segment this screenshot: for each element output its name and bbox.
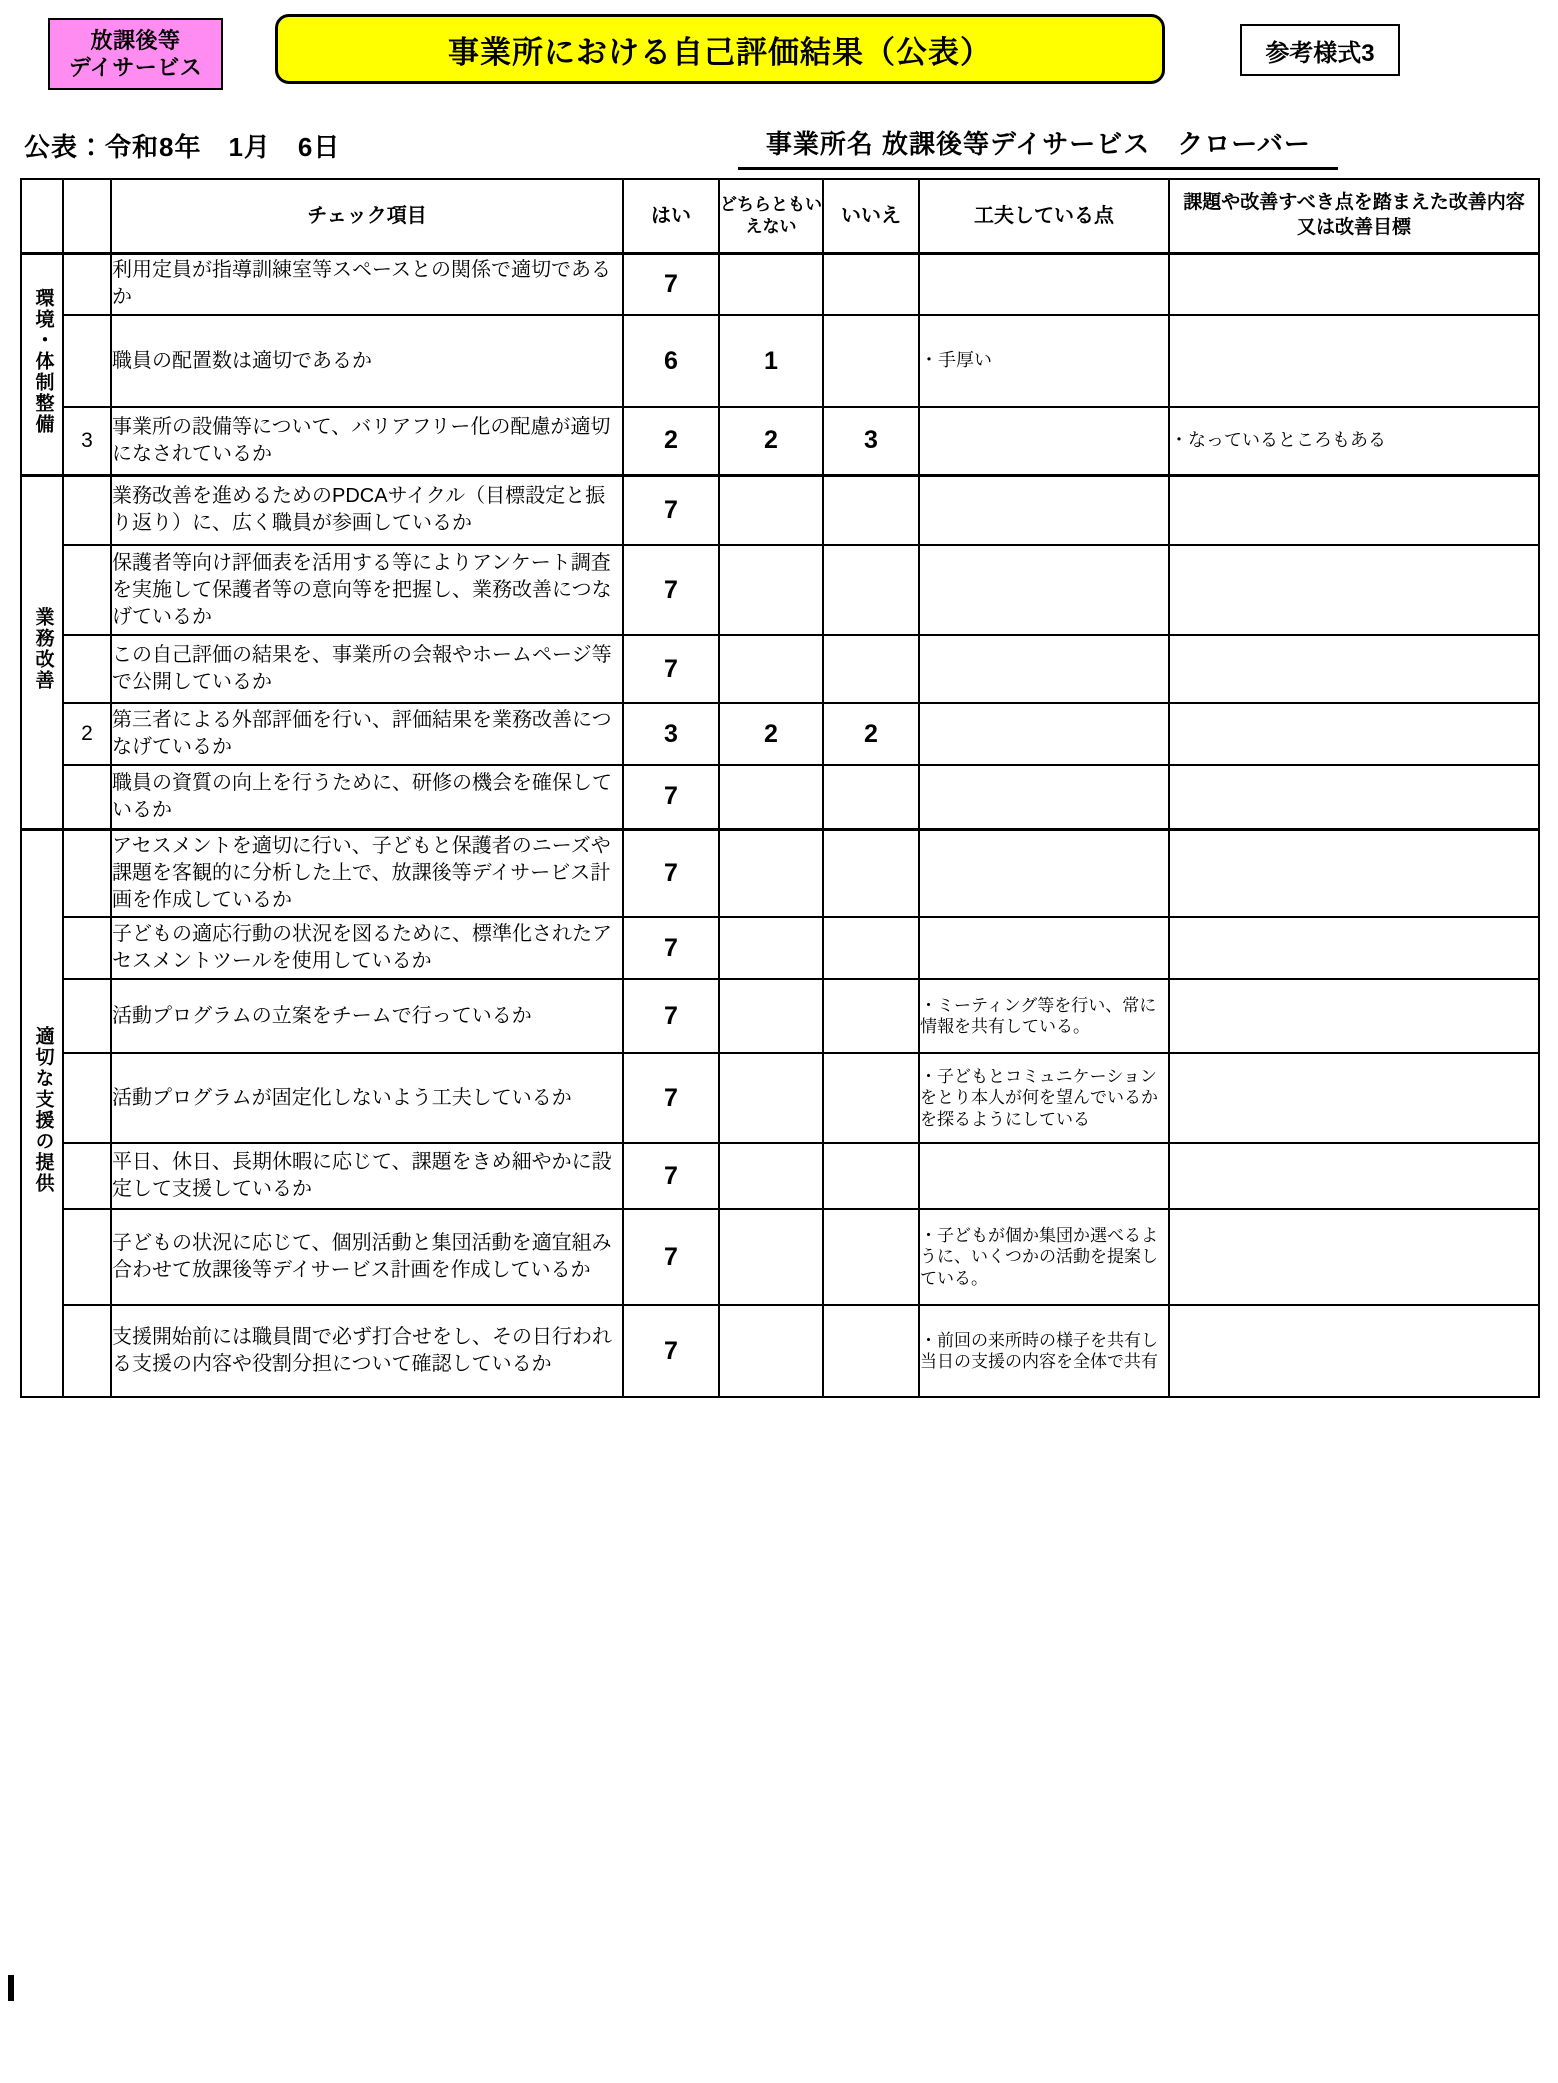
row-number bbox=[63, 1143, 111, 1209]
count-either bbox=[719, 917, 823, 979]
count-no bbox=[823, 979, 919, 1053]
count-yes: 7 bbox=[623, 253, 719, 315]
good-points-text: ・前回の来所時の様子を共有し当日の支援の内容を全体で共有 bbox=[919, 1305, 1169, 1397]
count-no: 2 bbox=[823, 703, 919, 765]
good-points-text bbox=[919, 765, 1169, 829]
count-yes: 7 bbox=[623, 1053, 719, 1143]
table-row bbox=[21, 635, 1539, 703]
good-points-text: ・ミーティング等を行い、常に情報を共有している。 bbox=[919, 979, 1169, 1053]
category-label: 業務改善 bbox=[32, 607, 54, 692]
category-cell bbox=[21, 829, 63, 1397]
check-item-text: 第三者による外部評価を行い、評価結果を業務改善につなげているか bbox=[111, 703, 623, 765]
improvement-text bbox=[1169, 253, 1539, 315]
count-no bbox=[823, 1305, 919, 1397]
table-row bbox=[21, 829, 1539, 917]
good-points-text: ・子どもが個か集団か選べるように、いくつかの活動を提案している。 bbox=[919, 1209, 1169, 1305]
header-category bbox=[21, 179, 63, 253]
table-row bbox=[21, 1305, 1539, 1397]
count-yes: 7 bbox=[623, 1143, 719, 1209]
check-item-text: 活動プログラムの立案をチームで行っているか bbox=[111, 979, 623, 1053]
good-points-text bbox=[919, 703, 1169, 765]
service-badge-line2: デイサービス bbox=[68, 55, 203, 80]
improvement-text bbox=[1169, 475, 1539, 545]
count-either bbox=[719, 635, 823, 703]
category-label: 適切な支援の提供 bbox=[32, 1026, 54, 1195]
row-number bbox=[63, 253, 111, 315]
good-points-text bbox=[919, 917, 1169, 979]
row-number bbox=[63, 635, 111, 703]
count-yes: 6 bbox=[623, 315, 719, 407]
count-no bbox=[823, 1143, 919, 1209]
category-cell bbox=[21, 475, 63, 829]
table-row bbox=[21, 407, 1539, 475]
good-points-text bbox=[919, 545, 1169, 635]
service-badge-line1: 放課後等 bbox=[90, 27, 181, 53]
table-row bbox=[21, 315, 1539, 407]
count-yes: 7 bbox=[623, 475, 719, 545]
header-check-item: チェック項目 bbox=[111, 179, 623, 253]
count-either bbox=[719, 545, 823, 635]
count-no bbox=[823, 315, 919, 407]
row-number bbox=[63, 1209, 111, 1305]
check-item-text: 事業所の設備等について、バリアフリー化の配慮が適切になされているか bbox=[111, 407, 623, 475]
row-number bbox=[63, 979, 111, 1053]
count-no bbox=[823, 253, 919, 315]
count-no bbox=[823, 829, 919, 917]
check-item-text: 活動プログラムが固定化しないよう工夫しているか bbox=[111, 1053, 623, 1143]
category-label: 環境・体制整備 bbox=[32, 287, 54, 435]
publish-date: 公表：令和8年 1月 6日 bbox=[24, 132, 341, 162]
improvement-text bbox=[1169, 1305, 1539, 1397]
check-item-text: 子どもの適応行動の状況を図るために、標準化されたアセスメントツールを使用しているか bbox=[111, 917, 623, 979]
improvement-text bbox=[1169, 1143, 1539, 1209]
table-row bbox=[21, 1209, 1539, 1305]
count-yes: 7 bbox=[623, 1209, 719, 1305]
good-points-text bbox=[919, 475, 1169, 545]
count-either: 1 bbox=[719, 315, 823, 407]
improvement-text bbox=[1169, 1209, 1539, 1305]
document-header bbox=[20, 14, 1538, 100]
count-either bbox=[719, 1209, 823, 1305]
check-item-text: 保護者等向け評価表を活用する等によりアンケート調査を実施して保護者等の意向等を把握し、業務改善につなげているか bbox=[111, 545, 623, 635]
check-item-text: 利用定員が指導訓練室等スペースとの関係で適切であるか bbox=[111, 253, 623, 315]
good-points-text bbox=[919, 1143, 1169, 1209]
improvement-text bbox=[1169, 703, 1539, 765]
table-body bbox=[21, 253, 1539, 1397]
document-meta bbox=[20, 110, 1538, 170]
table-row bbox=[21, 1143, 1539, 1209]
page-edge-mark bbox=[8, 1975, 14, 2001]
improvement-text bbox=[1169, 1053, 1539, 1143]
header-improvement: 課題や改善すべき点を踏まえた改善内容又は改善目標 bbox=[1169, 179, 1539, 253]
check-item-text: 職員の配置数は適切であるか bbox=[111, 315, 623, 407]
improvement-text bbox=[1169, 765, 1539, 829]
improvement-text bbox=[1169, 635, 1539, 703]
row-number bbox=[63, 765, 111, 829]
header-either: どちらともいえない bbox=[719, 179, 823, 253]
table-row bbox=[21, 545, 1539, 635]
count-no bbox=[823, 545, 919, 635]
count-no: 3 bbox=[823, 407, 919, 475]
row-number bbox=[63, 1053, 111, 1143]
good-points-text bbox=[919, 407, 1169, 475]
improvement-text bbox=[1169, 979, 1539, 1053]
check-item-text: アセスメントを適切に行い、子どもと保護者のニーズや課題を客観的に分析した上で、放課後等デイサービス計画を作成しているか bbox=[111, 829, 623, 917]
count-either: 2 bbox=[719, 703, 823, 765]
row-number: 2 bbox=[63, 703, 111, 765]
count-yes: 7 bbox=[623, 635, 719, 703]
count-either bbox=[719, 1305, 823, 1397]
count-no bbox=[823, 635, 919, 703]
row-number bbox=[63, 315, 111, 407]
check-item-text: 支援開始前には職員間で必ず打合せをし、その日行われる支援の内容や役割分担について確認しているか bbox=[111, 1305, 623, 1397]
header-no: いいえ bbox=[823, 179, 919, 253]
count-no bbox=[823, 917, 919, 979]
count-yes: 7 bbox=[623, 1305, 719, 1397]
count-either: 2 bbox=[719, 407, 823, 475]
page-title: 事業所における自己評価結果（公表） bbox=[275, 14, 1165, 84]
table-header-row bbox=[21, 179, 1539, 253]
row-number: 3 bbox=[63, 407, 111, 475]
count-either bbox=[719, 765, 823, 829]
form-number-box: 参考様式3 bbox=[1240, 24, 1400, 76]
table-row bbox=[21, 703, 1539, 765]
row-number bbox=[63, 545, 111, 635]
category-cell bbox=[21, 253, 63, 475]
table-row bbox=[21, 979, 1539, 1053]
self-evaluation-table bbox=[20, 178, 1540, 1398]
good-points-text: ・子どもとコミュニケーションをとり本人が何を望んでいるかを探るようにしている bbox=[919, 1053, 1169, 1143]
table-row bbox=[21, 917, 1539, 979]
check-item-text: 平日、休日、長期休暇に応じて、課題をきめ細やかに設定して支援しているか bbox=[111, 1143, 623, 1209]
row-number bbox=[63, 1305, 111, 1397]
count-yes: 3 bbox=[623, 703, 719, 765]
count-yes: 7 bbox=[623, 979, 719, 1053]
improvement-text bbox=[1169, 545, 1539, 635]
office-name: 事業所名 放課後等デイサービス クローバー bbox=[738, 124, 1338, 170]
count-either bbox=[719, 979, 823, 1053]
count-either bbox=[719, 253, 823, 315]
count-yes: 7 bbox=[623, 765, 719, 829]
good-points-text bbox=[919, 635, 1169, 703]
check-item-text: 職員の資質の向上を行うために、研修の機会を確保しているか bbox=[111, 765, 623, 829]
row-number bbox=[63, 475, 111, 545]
count-no bbox=[823, 765, 919, 829]
table-row bbox=[21, 765, 1539, 829]
table-row bbox=[21, 475, 1539, 545]
count-yes: 7 bbox=[623, 829, 719, 917]
good-points-text bbox=[919, 253, 1169, 315]
good-points-text bbox=[919, 829, 1169, 917]
table-row bbox=[21, 253, 1539, 315]
count-yes: 7 bbox=[623, 545, 719, 635]
improvement-text bbox=[1169, 917, 1539, 979]
good-points-text: ・手厚い bbox=[919, 315, 1169, 407]
count-yes: 7 bbox=[623, 917, 719, 979]
header-good-points: 工夫している点 bbox=[919, 179, 1169, 253]
improvement-text: ・なっているところもある bbox=[1169, 407, 1539, 475]
count-no bbox=[823, 1209, 919, 1305]
count-either bbox=[719, 475, 823, 545]
improvement-text bbox=[1169, 829, 1539, 917]
count-no bbox=[823, 1053, 919, 1143]
improvement-text bbox=[1169, 315, 1539, 407]
count-either bbox=[719, 1053, 823, 1143]
count-yes: 2 bbox=[623, 407, 719, 475]
service-type-badge bbox=[48, 18, 223, 90]
header-number bbox=[63, 179, 111, 253]
count-no bbox=[823, 475, 919, 545]
check-item-text: 業務改善を進めるためのPDCAサイクル（目標設定と振り返り）に、広く職員が参画しているか bbox=[111, 475, 623, 545]
table-row bbox=[21, 1053, 1539, 1143]
check-item-text: 子どもの状況に応じて、個別活動と集団活動を適宜組み合わせて放課後等デイサービス計画を作成しているか bbox=[111, 1209, 623, 1305]
count-either bbox=[719, 1143, 823, 1209]
check-item-text: この自己評価の結果を、事業所の会報やホームページ等で公開しているか bbox=[111, 635, 623, 703]
row-number bbox=[63, 829, 111, 917]
row-number bbox=[63, 917, 111, 979]
count-either bbox=[719, 829, 823, 917]
header-yes: はい bbox=[623, 179, 719, 253]
